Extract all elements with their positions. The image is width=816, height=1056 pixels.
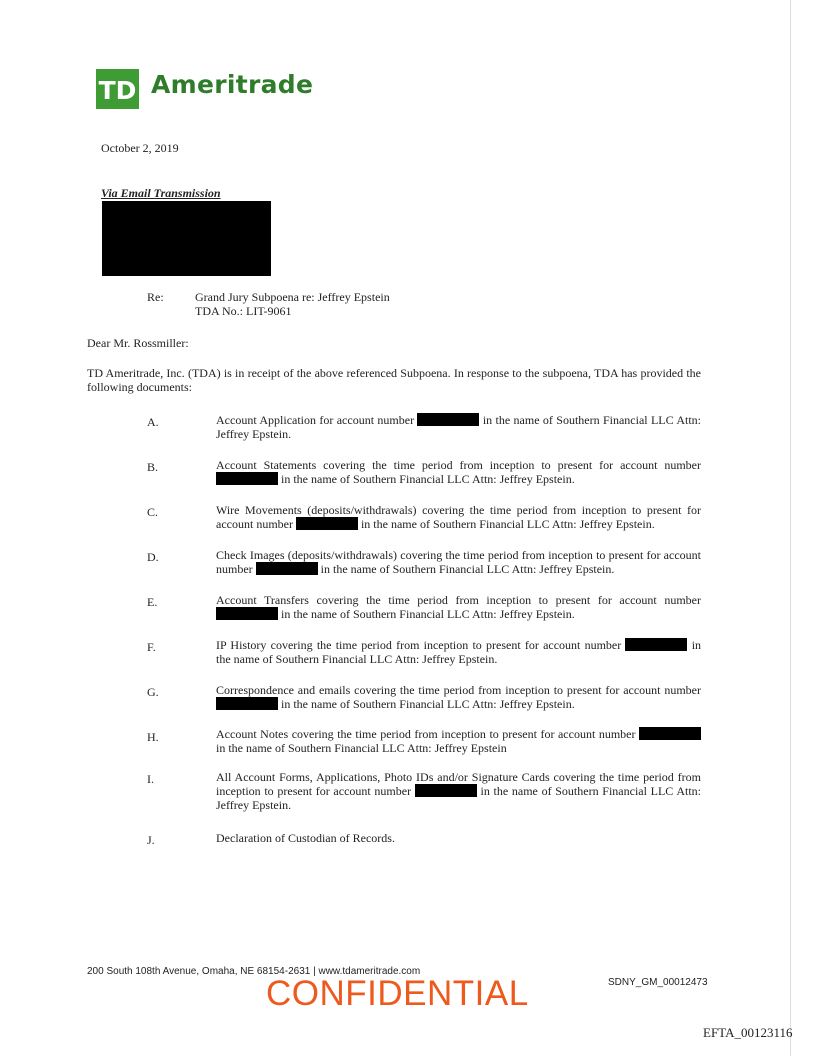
item-text-pre: All Account Forms, Applications, Photo IDs and/or Signature Cards covering the time period from inception to present for account number: [216, 770, 701, 798]
redacted-account-number: [216, 697, 278, 710]
re-subject: [195, 290, 390, 318]
item-text-post: in the name of Southern Financial LLC Attn: Jeffrey Epstein.: [281, 472, 575, 486]
page-edge-line: [790, 0, 791, 1056]
redacted-account-number: [296, 517, 358, 530]
re-line-1: Grand Jury Subpoena re: Jeffrey Epstein: [195, 290, 390, 304]
redacted-address-block: [102, 201, 271, 276]
item-text-pre: Account Transfers covering the time period from inception to present for account number: [216, 593, 701, 607]
item-text-post: in the name of Southern Financial LLC Attn: Jeffrey Epstein: [216, 741, 507, 755]
item-text-pre: Account Notes covering the time period from inception to present for account number: [216, 727, 636, 741]
item-text: [216, 503, 701, 531]
re-line-2: TDA No.: LIT-9061: [195, 304, 292, 318]
item-letter: B.: [147, 460, 159, 474]
item-text-pre: Wire Movements (deposits/withdrawals) covering the time period from inception to present for account number: [216, 503, 701, 531]
letter-date: October 2, 2019: [101, 141, 179, 155]
item-text: [216, 548, 701, 576]
item-text: [216, 593, 701, 621]
item-text-post: in the name of Southern Financial LLC Attn: Jeffrey Epstein.: [320, 562, 615, 576]
redacted-account-number: [216, 607, 278, 620]
bates-number: SDNY_GM_00012473: [608, 977, 708, 988]
redacted-account-number: [216, 472, 278, 485]
item-letter: C.: [147, 505, 159, 519]
item-text-post: in the name of Southern Financial LLC Attn: Jeffrey Epstein.: [216, 784, 702, 812]
item-text-pre: Declaration of Custodian of Records.: [216, 831, 395, 845]
item-text: [216, 638, 701, 666]
re-label: Re:: [147, 290, 164, 304]
item-letter: D.: [147, 550, 159, 564]
item-text-pre: Check Images (deposits/withdrawals) covering the time period from inception to present for account number: [216, 548, 701, 576]
redacted-account-number: [415, 784, 477, 797]
item-letter: F.: [147, 640, 156, 654]
efta-number: EFTA_00123116: [703, 1025, 793, 1040]
item-letter: G.: [147, 685, 159, 699]
item-letter: J.: [147, 833, 155, 847]
item-text: [216, 770, 701, 812]
item-text-pre: IP History covering the time period from inception to present for account number: [216, 638, 622, 652]
item-letter: A.: [147, 415, 159, 429]
redacted-account-number: [417, 413, 479, 426]
item-text-pre: Correspondence and emails covering the time period from inception to present for account number: [216, 683, 701, 697]
company-name: Ameritrade: [151, 70, 314, 99]
td-logo-letters: TD: [98, 76, 137, 105]
td-logo-mark: [96, 69, 139, 109]
redacted-account-number: [256, 562, 318, 575]
item-text: [216, 831, 701, 845]
item-text-pre: Account Application for account number: [216, 413, 415, 427]
item-text-post: in the name of Southern Financial LLC Attn: Jeffrey Epstein.: [281, 697, 575, 711]
item-text: [216, 413, 701, 441]
confidential-stamp: CONFIDENTIAL: [266, 974, 529, 1013]
item-text-post: in the name of Southern Financial LLC Attn: Jeffrey Epstein.: [360, 517, 655, 531]
item-text-post: in the name of Southern Financial LLC Attn: Jeffrey Epstein.: [216, 413, 702, 441]
redacted-account-number: [625, 638, 687, 651]
item-text-post: in the name of Southern Financial LLC Attn: Jeffrey Epstein.: [281, 607, 575, 621]
item-text: [216, 727, 701, 755]
item-text-post: in the name of Southern Financial LLC Attn: Jeffrey Epstein.: [216, 638, 702, 666]
item-letter: E.: [147, 595, 158, 609]
via-line: Via Email Transmission: [101, 186, 221, 200]
item-text: [216, 458, 701, 486]
item-text-pre: Account Statements covering the time period from inception to present for account number: [216, 458, 701, 472]
redacted-account-number: [639, 727, 701, 740]
item-text: [216, 683, 701, 711]
footer-address: 200 South 108th Avenue, Omaha, NE 68154-2631 | www.tdameritrade.com: [87, 966, 421, 977]
item-letter: H.: [147, 730, 159, 744]
item-letter: I.: [147, 772, 154, 786]
salutation: Dear Mr. Rossmiller:: [87, 336, 189, 350]
intro-paragraph: TD Ameritrade, Inc. (TDA) is in receipt of the above referenced Subpoena. In response to the subpoena, TDA has provided the following documents:: [87, 366, 701, 394]
